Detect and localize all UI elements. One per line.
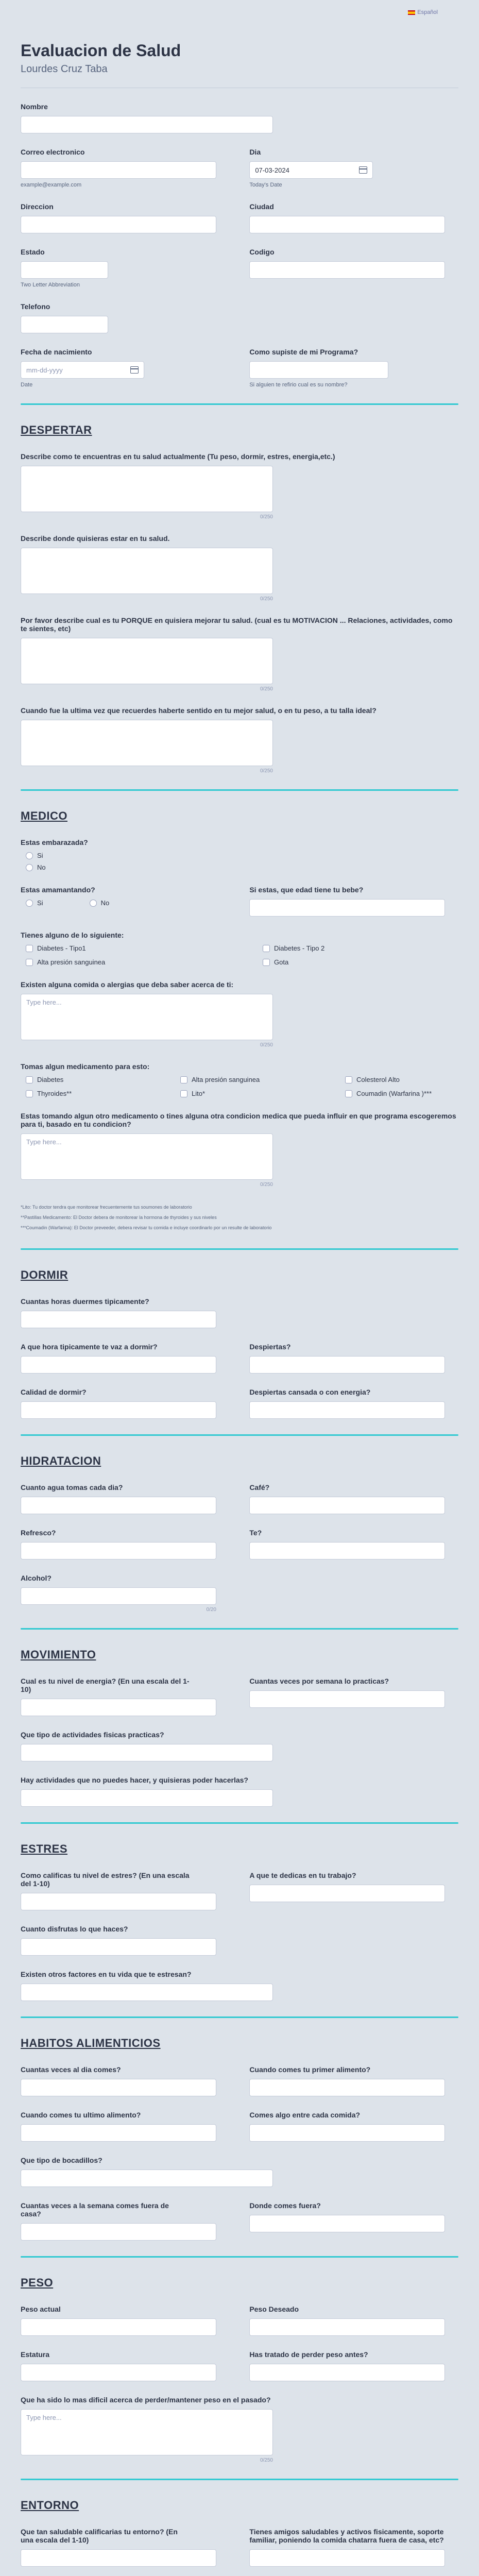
textarea-placeholder: Type here... [26,998,62,1006]
estres-q1-input[interactable] [21,1893,216,1910]
hab-q5-input[interactable] [21,2170,273,2187]
supiste-sublabel: Si alguien te refirio cual es su nombre? [249,382,348,388]
embarazada-label: Estas embarazada? [21,838,88,846]
section-title-hidratacion: HIDRATACION [21,1454,101,1467]
checkbox-box[interactable] [345,1090,352,1097]
estres-q2-input[interactable] [249,1885,445,1902]
language-label: Español [417,9,438,15]
ciudad-input[interactable] [249,216,445,233]
char-counter: 0/20 [206,1607,216,1613]
peso-q5-label: Que ha sido lo mas dificil acerca de perder/mantener peso en el pasado? [21,2396,271,2404]
dormir-q5-input[interactable] [249,1401,445,1419]
note-3: ***Coumadin (Warfarina): El Doctor preveeder, debera revisar tu comida e incluye coordinarlo por un resulte de laboratorio [21,1225,272,1230]
alergias-textarea[interactable] [21,994,273,1040]
dia-label: Dia [249,148,261,156]
medicamento-label: Tomas algun medicamento para esto: [21,1062,150,1071]
checkbox-label: Thyroides** [37,1090,72,1097]
section-divider [21,789,458,791]
hidra-q5-input[interactable] [21,1587,216,1605]
char-counter: 0/250 [260,1182,273,1188]
entorno-q1-input[interactable] [21,2549,216,2567]
mov-q1-label: Cual es tu nivel de energia? (En una escala del 1-10) [21,1677,190,1693]
dormir-q4-label: Calidad de dormir? [21,1388,87,1396]
correo-sublabel: example@example.com [21,182,82,188]
checkbox-label: Colesterol Alto [356,1076,400,1083]
mov-q3-label: Que tipo de actividades fisicas practicas? [21,1731,164,1739]
despertar-q3-textarea[interactable] [21,638,273,684]
section-divider [21,2479,458,2480]
checkbox-box[interactable] [180,1076,187,1083]
fecha-label: Fecha de nacimiento [21,348,92,356]
estres-q3-input[interactable] [21,1938,216,1956]
radio-label: No [100,899,110,907]
section-divider [21,2016,458,2018]
radio-si[interactable] [26,899,43,907]
hidra-q3-input[interactable] [21,1542,216,1560]
entorno-q1-label: Que tan saludable calificarias tu entorno? (En una escala del 1-10) [21,2528,178,2544]
char-counter: 0/250 [260,768,273,774]
peso-q1-label: Peso actual [21,2305,61,2313]
correo-label: Correo electronico [21,148,85,156]
dia-sublabel: Today's Date [249,182,282,188]
supiste-label: Como supiste de mi Programa? [249,348,358,356]
dia-value: 07-03-2024 [255,166,289,174]
radio-label: Si [37,899,43,907]
hab-q4-input[interactable] [249,2124,445,2142]
mov-q4-input[interactable] [21,1789,273,1807]
peso-q2-input[interactable] [249,2318,445,2336]
alergias-label: Existen alguna comida o alergias que deba saber acerca de ti: [21,980,234,989]
despertar-q3-label: Por favor describe cual es tu PORQUE en quisiera mejorar tu salud. (cual es tu MOTIVACION ... Relaciones, actividades, como te sientes, etc) [21,616,453,633]
despertar-q2-label: Describe donde quisieras estar en tu salud. [21,534,170,543]
hab-q7-input[interactable] [249,2215,445,2232]
hab-q4-label: Comes algo entre cada comida? [249,2111,361,2119]
codigo-input[interactable] [249,261,445,279]
checkbox-item[interactable] [26,958,263,966]
hab-q7-label: Donde comes fuera? [249,2201,321,2210]
checkbox-item[interactable] [180,1090,345,1097]
checkbox-item[interactable] [26,1090,180,1097]
hidra-q4-label: Te? [249,1529,262,1537]
checkbox-box[interactable] [263,945,270,952]
fecha-placeholder: mm-dd-yyyy [26,366,63,374]
mov-q2-label: Cuantas veces por semana lo practicas? [249,1677,389,1685]
dormir-q2-label: A que hora tipicamente te vaz a dormir? [21,1343,158,1351]
checkbox-item[interactable] [263,958,417,966]
mov-q2-input[interactable] [249,1690,445,1708]
direccion-input[interactable] [21,216,216,233]
hidra-q3-label: Refresco? [21,1529,56,1537]
calendar-icon[interactable] [359,166,367,174]
radio-label: No [37,863,46,871]
form-header [21,31,458,75]
condiciones-label: Tienes alguno de lo siguiente: [21,931,124,939]
radio-circle[interactable] [26,864,33,871]
health-form [21,31,458,2576]
supiste-input[interactable] [249,361,388,379]
hidra-q1-input[interactable] [21,1497,216,1514]
despertar-q1-textarea[interactable] [21,466,273,512]
section-title-entorno: ENTORNO [21,2499,79,2512]
note-2: **Pastillas Medicamento: El Doctor debera de monitorear la hormona de thyroides y sus niveles [21,1215,217,1220]
dormir-q2-input[interactable] [21,1356,216,1374]
amamantando-label: Estas amamantando? [21,886,95,894]
hidra-q2-label: Café? [249,1483,270,1492]
char-counter: 0/250 [260,1042,273,1048]
hab-q5-label: Que tipo de bocadillos? [21,2156,102,2164]
checkbox-label: Alta presión sanguinea [192,1076,260,1083]
hidra-q5-label: Alcohol? [21,1574,52,1582]
peso-q3-label: Estatura [21,2350,50,2359]
radio-si[interactable] [26,852,458,859]
hab-q6-input[interactable] [21,2223,216,2241]
estres-q3-label: Cuanto disfrutas lo que haces? [21,1925,128,1933]
hidra-q4-input[interactable] [249,1542,445,1560]
edad-bebe-input[interactable] [249,899,445,917]
correo-input[interactable] [21,161,216,179]
section-title-dormir: DORMIR [21,1268,69,1281]
radio-no[interactable] [26,863,458,871]
entorno-q2-input[interactable] [249,2549,445,2567]
hab-q1-input[interactable] [21,2079,216,2096]
char-counter: 0/250 [260,596,273,602]
medicamento-checkbox-group [21,1076,458,1097]
char-counter: 0/250 [260,686,273,692]
section-divider [21,1434,458,1436]
nombre-input[interactable] [21,116,273,133]
checkbox-item[interactable] [26,944,263,952]
checkbox-box[interactable] [26,945,33,952]
peso-q5-textarea[interactable] [21,2409,273,2455]
section-title-estres: ESTRES [21,1842,68,1855]
checkbox-label: Gota [274,958,289,966]
dormir-q1-input[interactable] [21,1311,216,1328]
estres-q4-label: Existen otros factores en tu vida que te estresan? [21,1970,192,1978]
telefono-input[interactable] [21,316,108,333]
peso-q1-input[interactable] [21,2318,216,2336]
section-divider [21,2256,458,2258]
page-subtitle: Lourdes Cruz Taba [21,63,108,75]
peso-q2-label: Peso Deseado [249,2305,299,2313]
hidra-q1-label: Cuanto agua tomas cada dia? [21,1483,123,1492]
despertar-q4-label: Cuando fue la ultima vez que recuerdes haberte sentido en tu mejor salud, o en tu peso, a tu talla ideal? [21,706,377,715]
radio-circle[interactable] [90,900,97,907]
checkbox-item[interactable] [345,1090,464,1097]
language-selector[interactable] [408,9,438,15]
hab-q1-label: Cuantas veces al dia comes? [21,2065,121,2074]
despertar-q1-label: Describe como te encuentras en tu salud actualmente (Tu peso, dormir, estres, energia,etc.) [21,452,335,461]
condiciones-checkbox-group [21,944,458,966]
dormir-q3-input[interactable] [249,1356,445,1374]
checkbox-box[interactable] [26,1076,33,1083]
checkbox-item[interactable] [345,1076,464,1083]
estado-label: Estado [21,248,45,256]
otro-med-textarea[interactable] [21,1133,273,1180]
mov-q3-input[interactable] [21,1744,273,1761]
dormir-q4-input[interactable] [21,1401,216,1419]
ciudad-label: Ciudad [249,202,274,211]
direccion-label: Direccion [21,202,54,211]
checkbox-box[interactable] [263,959,270,966]
checkbox-label: Coumadin (Warfarina )*** [356,1090,432,1097]
dormir-q5-label: Despiertas cansada o con energia? [249,1388,371,1396]
embarazada-radio-group [21,852,458,871]
checkbox-item[interactable] [180,1076,345,1083]
checkbox-label: Lito* [192,1090,206,1097]
note-1: *Lito: Tu doctor tendra que monitorear frecuentemente tus soumones de laboratorio [21,1205,192,1210]
mov-q1-input[interactable] [21,1699,216,1716]
amamantando-radio-group [21,899,249,907]
hab-q2-label: Cuando comes tu primer alimento? [249,2065,371,2074]
section-title-medico: MEDICO [21,809,67,822]
estres-q2-label: A que te dedicas en tu trabajo? [249,1871,356,1879]
section-title-despertar: DESPERTAR [21,423,92,436]
checkbox-box[interactable] [26,959,33,966]
checkbox-label: Diabetes - Tipo1 [37,944,86,952]
char-counter: 0/250 [260,514,273,520]
radio-label: Si [37,852,43,859]
medication-notes [21,1202,458,1233]
telefono-label: Telefono [21,302,50,311]
checkbox-label: Alta presión sanguinea [37,958,106,966]
char-counter: 0/250 [260,2458,273,2463]
section-divider [21,1248,458,1250]
fecha-sublabel: Date [21,382,33,388]
hidra-q2-input[interactable] [249,1497,445,1514]
section-title-habitos: HABITOS ALIMENTICIOS [21,2037,161,2049]
dormir-q3-label: Despiertas? [249,1343,291,1351]
radio-circle[interactable] [26,852,33,859]
despertar-q4-textarea[interactable] [21,720,273,766]
section-title-peso: PESO [21,2276,54,2289]
dormir-q1-label: Cuantas horas duermes tipicamente? [21,1297,149,1306]
checkbox-box[interactable] [345,1076,352,1083]
otro-med-label: Estas tomando algun otro medicamento o tines alguna otra condicion medica que pueda influir en que programa escogeremos para ti, basado en tu condicion? [21,1112,456,1128]
estres-q4-input[interactable] [21,1984,273,2001]
codigo-label: Codigo [249,248,275,256]
textarea-placeholder: Type here... [26,1138,62,1146]
checkbox-label: Diabetes [37,1076,64,1083]
hab-q3-label: Cuando comes tu ultimo alimento? [21,2111,141,2119]
checkbox-box[interactable] [180,1090,187,1097]
section-divider [21,403,458,405]
estado-input[interactable] [21,261,108,279]
page-title: Evaluacion de Salud [21,41,181,60]
checkbox-item[interactable] [263,944,417,952]
fecha-input[interactable] [21,361,144,379]
nombre-label: Nombre [21,103,48,111]
estres-q1-label: Como calificas tu nivel de estres? (En una escala del 1-10) [21,1871,190,1888]
spain-flag-icon [408,10,415,15]
hab-q2-input[interactable] [249,2079,445,2096]
checkbox-box[interactable] [26,1090,33,1097]
checkbox-item[interactable] [26,1076,180,1083]
dia-input[interactable] [249,161,373,179]
despertar-q2-textarea[interactable] [21,548,273,594]
radio-no[interactable] [90,899,110,907]
peso-q4-input[interactable] [249,2364,445,2381]
checkbox-label: Diabetes - Tipo 2 [274,944,325,952]
section-title-movimiento: MOVIMIENTO [21,1648,96,1661]
estado-sublabel: Two Letter Abbreviation [21,282,80,288]
edad-bebe-label: Si estas, que edad tiene tu bebe? [249,886,364,894]
calendar-icon[interactable] [130,366,139,374]
section-divider [21,1628,458,1630]
textarea-placeholder: Type here... [26,2414,62,2421]
peso-q3-input[interactable] [21,2364,216,2381]
mov-q4-label: Hay actividades que no puedes hacer, y quisieras poder hacerlas? [21,1776,248,1784]
peso-q4-label: Has tratado de perder peso antes? [249,2350,368,2359]
section-divider [21,1822,458,1824]
hab-q3-input[interactable] [21,2124,216,2142]
entorno-q2-label: Tienes amigos saludables y activos fisicamente, soporte familiar, poniendo la comida chatarra fuera de casa, etc? [249,2528,444,2544]
hab-q6-label: Cuantas veces a la semana comes fuera de casa? [21,2201,169,2218]
radio-circle[interactable] [26,900,33,907]
